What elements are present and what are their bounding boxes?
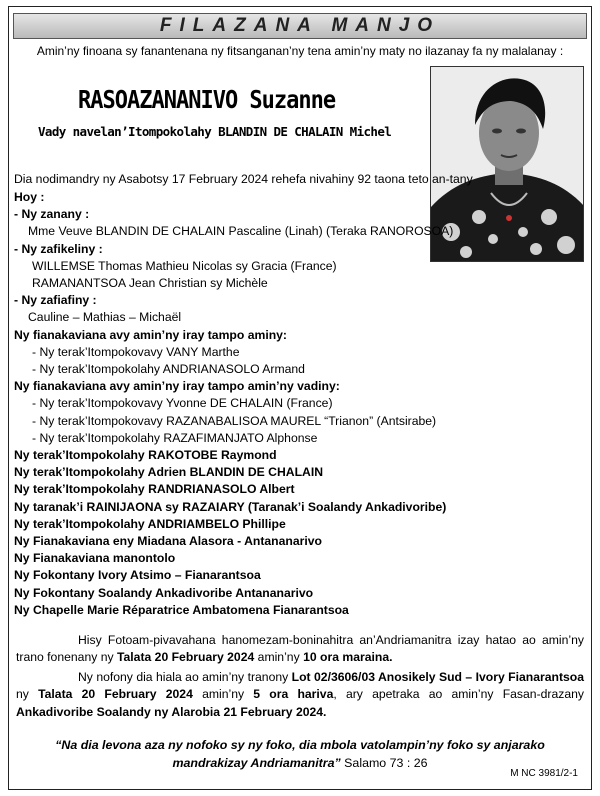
- family-line: Ny Fokontany Ivory Atsimo – Fianarantsoa: [14, 568, 261, 583]
- family-line: Ny terak’Itompokolahy ANDRIAMBELO Phillipe: [14, 516, 286, 531]
- funeral-text-2: ny: [16, 687, 39, 702]
- scripture-quote: [0, 736, 600, 772]
- wake-date: Talata 20 February 2024: [116, 650, 255, 665]
- intro-text: Amin’ny finoana sy fanantenana ny fitsanganan’ny tena amin’ny maty no ilazanay fa ny malalanay :: [36, 44, 564, 58]
- family-line: Ny Fianakaviana manontolo: [14, 551, 176, 566]
- family-line: - Ny zanany :: [14, 207, 90, 222]
- funeral-paragraph: [16, 669, 584, 721]
- family-line: - Ny zafikeliny :: [14, 241, 103, 256]
- family-line: Hoy :: [14, 190, 45, 204]
- family-line: Ny fianakaviana avy amin’ny iray tampo amin’ny vadiny:: [14, 379, 340, 394]
- wake-paragraph: [16, 632, 584, 667]
- family-line: Ny terak’Itompokolahy RAKOTOBE Raymond: [14, 448, 277, 463]
- family-line: Ny Fokontany Soalandy Ankadivoribe Antananarivo: [14, 585, 314, 600]
- family-line: Ny terak’Itompokolahy RANDRIANASOLO Albert: [14, 482, 295, 497]
- death-notice: Dia nodimandry ny Asabotsy 17 February 2024 rehefa nivahiny 92 taona teto an-tany: [14, 172, 473, 186]
- family-line: Cauline – Mathias – Michaël: [28, 310, 182, 325]
- funeral-place: Ankadivoribe Soalandy ny Alarobia 21 February 2024.: [16, 704, 327, 719]
- funeral-date: Talata 20 February 2024: [38, 687, 193, 702]
- quote-reference: Salamo 73 : 26: [340, 756, 428, 770]
- funeral-address: Lot 02/3606/03 Anosikely Sud – Ivory Fianarantsoa: [291, 670, 585, 684]
- wake-text-1: Hisy Fotoam-pivavahana hanomezam-boninahitra an’Andriamanitra izay hatao ao amin’ny trano fonenany ny: [16, 633, 584, 665]
- quote-text: “Na dia levona aza ny nofoko sy ny foko, dia mbola vatolampin’ny foko sy anjarako mandrakizay Andriamanitra”: [55, 738, 545, 770]
- family-line: Ny fianakaviana avy amin’ny iray tampo aminy:: [14, 327, 287, 342]
- wake-text-2: amin’ny: [254, 650, 304, 665]
- family-line: - Ny zafiafiny :: [14, 293, 97, 308]
- family-line: Mme Veuve BLANDIN DE CHALAIN Pascaline (Linah) (Teraka RANOROSOA): [28, 224, 454, 239]
- family-line: - Ny terak’Itompokolahy ANDRIANASOLO Armand: [32, 362, 305, 377]
- spouse-line: Vady navelan’Itompokolahy BLANDIN DE CHALAIN Michel: [38, 124, 392, 139]
- reference-code: M NC 3981/2-1: [510, 768, 578, 779]
- deceased-name: RASOAZANANIVO Suzanne: [78, 86, 336, 115]
- family-list: [14, 189, 453, 619]
- funeral-text-3: amin’ny: [192, 687, 254, 702]
- family-line: WILLEMSE Thomas Mathieu Nicolas sy Gracia (France): [32, 258, 337, 273]
- family-line: RAMANANTSOA Jean Christian sy Michèle: [32, 276, 268, 291]
- family-line: - Ny terak’Itompokovavy VANY Marthe: [32, 344, 240, 359]
- family-line: Ny Chapelle Marie Réparatrice Ambatomena Fianarantsoa: [14, 602, 349, 617]
- wake-time: 10 ora maraina.: [303, 650, 393, 665]
- family-line: Ny terak’Itompokolahy Adrien BLANDIN DE CHALAIN: [14, 465, 324, 480]
- funeral-time: 5 ora hariva: [253, 687, 334, 702]
- family-line: - Ny terak’Itompokovavy RAZANABALISOA MAUREL “Trianon” (Antsirabe): [32, 413, 437, 428]
- family-line: - Ny terak’Itompokolahy RAZAFIMANJATO Alphonse: [32, 430, 318, 445]
- funeral-text-1: Ny nofony dia hiala ao amin’ny tranony: [78, 670, 292, 684]
- funeral-text-4: , ary apetraka ao amin’ny Fasan-drazany: [333, 687, 584, 702]
- family-line: Ny taranak’i RAINIJAONA sy RAZAIARY (Taranak’i Soalandy Ankadivoribe): [14, 499, 447, 514]
- family-line: Ny Fianakaviana eny Miadana Alasora - Antananarivo: [14, 534, 322, 549]
- notice-header: FILAZANA MANJO: [13, 13, 587, 39]
- family-line: - Ny terak’Itompokovavy Yvonne DE CHALAIN (France): [32, 396, 333, 411]
